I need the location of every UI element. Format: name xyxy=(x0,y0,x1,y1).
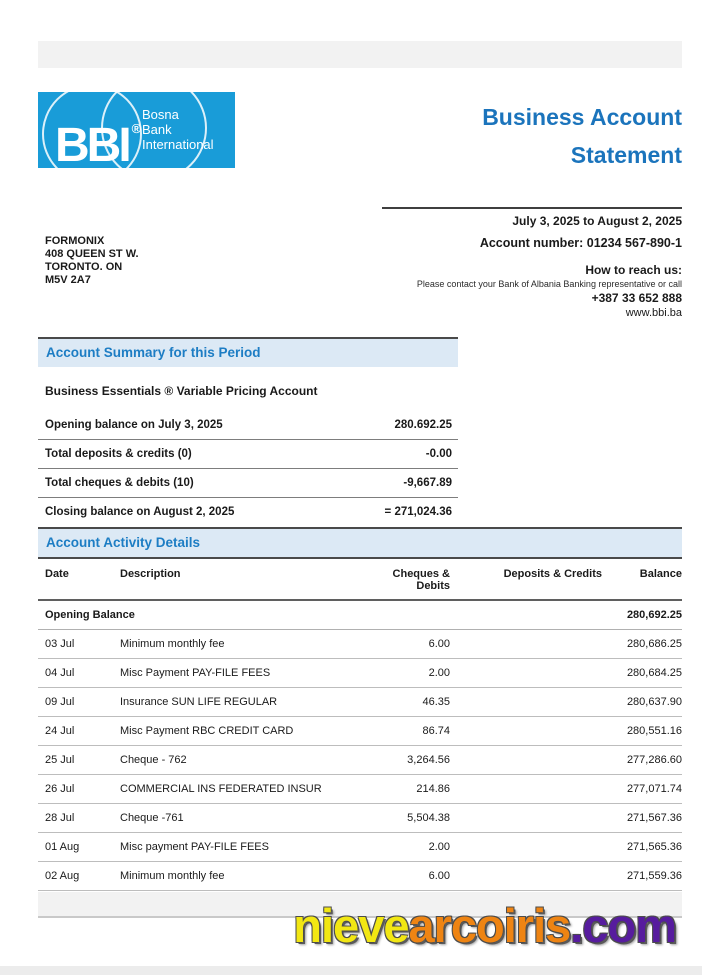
summary-row xyxy=(38,469,458,498)
registered-mark-icon: ® xyxy=(131,121,142,136)
summary-row xyxy=(38,498,458,526)
table-row xyxy=(38,775,682,804)
transaction-debit: 2.00 xyxy=(428,667,450,679)
contact-phone: +387 33 652 888 xyxy=(591,291,682,305)
column-header-date: Date xyxy=(45,568,69,580)
transaction-debit: 5,504.38 xyxy=(407,812,450,824)
summary-label: Total deposits & credits (0) xyxy=(45,448,192,460)
logo-line-3: International xyxy=(142,137,214,152)
logo-bank-name xyxy=(142,107,214,152)
page-title xyxy=(482,98,682,174)
customer-address-block xyxy=(38,235,298,287)
transaction-description: Misc payment PAY-FILE FEES xyxy=(120,841,269,853)
opening-balance-value: 280,692.25 xyxy=(626,609,682,621)
summary-value: -0.00 xyxy=(425,448,452,460)
transaction-description: Misc Payment PAY-FILE FEES xyxy=(120,667,271,679)
transaction-balance: 271,559.36 xyxy=(626,870,682,882)
customer-name: FORMONIX xyxy=(45,235,105,247)
activity-section-header: Account Activity Details xyxy=(38,527,682,559)
table-row xyxy=(38,688,682,717)
top-gray-bar xyxy=(38,41,682,68)
summary-table xyxy=(38,411,458,526)
transaction-description: Minimum monthly fee xyxy=(120,870,225,882)
transaction-debit: 2.00 xyxy=(428,841,450,853)
summary-label: Total cheques & debits (10) xyxy=(45,477,194,489)
bank-logo xyxy=(38,92,235,168)
contact-heading: How to reach us: xyxy=(585,263,682,277)
watermark xyxy=(293,898,676,953)
transaction-debit: 6.00 xyxy=(428,870,450,882)
watermark-part-3: .com xyxy=(570,899,676,952)
account-activity-section xyxy=(38,527,682,918)
logo-abbreviation xyxy=(55,98,141,168)
title-line-1: Business Account xyxy=(482,104,682,130)
statement-header xyxy=(38,92,682,174)
transaction-balance: 277,286.60 xyxy=(626,754,682,766)
column-header-balance: Balance xyxy=(639,568,682,580)
transaction-date: 04 Jul xyxy=(45,667,75,679)
transaction-date: 26 Jul xyxy=(45,783,75,795)
transaction-description: Minimum monthly fee xyxy=(120,638,225,650)
title-line-2: Statement xyxy=(570,142,682,168)
transaction-date: 28 Jul xyxy=(45,812,75,824)
summary-label: Closing balance on August 2, 2025 xyxy=(45,506,235,518)
summary-value: -9,667.89 xyxy=(403,477,452,489)
transaction-description: Cheque -761 xyxy=(120,812,184,824)
transaction-debit: 6.00 xyxy=(428,638,450,650)
account-summary-section xyxy=(38,337,458,526)
contact-instruction: Please contact your Bank of Albania Banking representative or call xyxy=(416,279,682,289)
statement-info-block xyxy=(382,207,682,319)
summary-value: 280.692.25 xyxy=(394,419,452,431)
logo-line-1: Bosna xyxy=(142,107,179,122)
statement-period: July 3, 2025 to August 2, 2025 xyxy=(512,214,682,228)
opening-balance-row xyxy=(38,601,682,630)
table-row xyxy=(38,804,682,833)
summary-row xyxy=(38,440,458,469)
customer-address-1: 408 QUEEN ST W. xyxy=(45,248,139,260)
table-row xyxy=(38,833,682,862)
table-row xyxy=(38,659,682,688)
account-number: Account number: 01234 567-890-1 xyxy=(479,236,682,250)
transaction-date: 24 Jul xyxy=(45,725,75,737)
transaction-balance: 280,551.16 xyxy=(626,725,682,737)
transaction-balance: 271,567.36 xyxy=(626,812,682,824)
account-type: Business Essentials ® Variable Pricing Account xyxy=(45,384,318,398)
transaction-balance: 277,071.74 xyxy=(626,783,682,795)
transaction-debit: 86.74 xyxy=(422,725,450,737)
summary-row xyxy=(38,411,458,440)
transaction-date: 25 Jul xyxy=(45,754,75,766)
table-row xyxy=(38,746,682,775)
column-header-debits: Cheques & Debits xyxy=(392,568,450,592)
transaction-debit: 214.86 xyxy=(416,783,450,795)
table-row xyxy=(38,862,682,891)
table-row xyxy=(38,630,682,659)
transaction-description: Misc Payment RBC CREDIT CARD xyxy=(120,725,294,737)
column-header-credits: Deposits & Credits xyxy=(503,568,602,580)
transaction-date: 02 Aug xyxy=(45,870,80,882)
transaction-debit: 3,264.56 xyxy=(407,754,450,766)
transaction-balance: 280,637.90 xyxy=(626,696,682,708)
transaction-date: 01 Aug xyxy=(45,841,80,853)
transaction-date: 03 Jul xyxy=(45,638,75,650)
customer-address-3: M5V 2A7 xyxy=(45,274,91,286)
table-row xyxy=(38,717,682,746)
transaction-description: COMMERCIAL INS FEDERATED INSUR xyxy=(120,783,322,795)
contact-website: www.bbi.ba xyxy=(625,307,682,319)
customer-address-2: TORONTO. ON xyxy=(45,261,123,273)
logo-abbr-text: BBI xyxy=(55,119,129,168)
bottom-page-edge xyxy=(0,966,702,975)
transaction-debit: 46.35 xyxy=(422,696,450,708)
transaction-description: Cheque - 762 xyxy=(120,754,187,766)
table-header-row xyxy=(38,559,682,601)
transaction-description: Insurance SUN LIFE REGULAR xyxy=(120,696,278,708)
summary-section-header: Account Summary for this Period xyxy=(38,337,458,367)
transaction-balance: 280,686.25 xyxy=(626,638,682,650)
summary-label: Opening balance on July 3, 2025 xyxy=(45,419,223,431)
watermark-part-1: nieve xyxy=(293,899,409,952)
summary-value: = 271,024.36 xyxy=(384,506,452,518)
column-header-description: Description xyxy=(120,568,181,580)
watermark-part-2: arcoiris xyxy=(408,899,571,952)
logo-line-2: Bank xyxy=(142,122,172,137)
statement-meta xyxy=(38,207,682,319)
transaction-date: 09 Jul xyxy=(45,696,75,708)
transaction-balance: 271,565.36 xyxy=(626,841,682,853)
opening-balance-label: Opening Balance xyxy=(45,609,135,621)
transaction-balance: 280,684.25 xyxy=(626,667,682,679)
